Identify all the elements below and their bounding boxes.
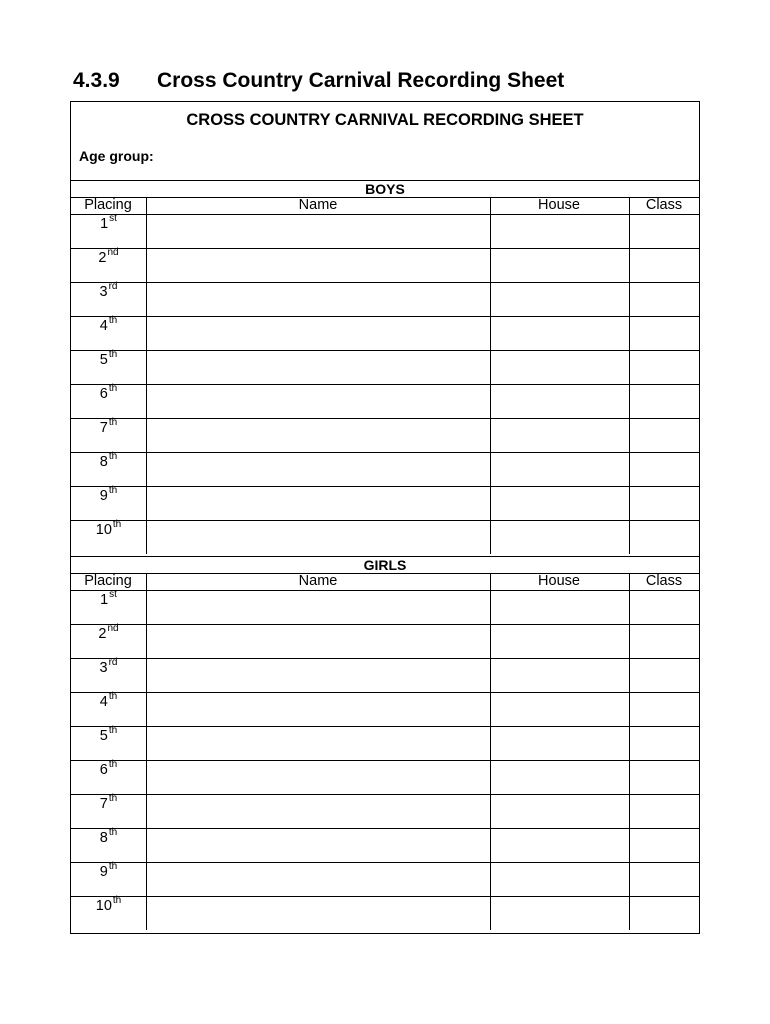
boys-row-divider bbox=[71, 486, 699, 487]
girls-placing-9 bbox=[71, 861, 146, 880]
placing-number: 5 bbox=[99, 352, 108, 368]
placing-suffix: th bbox=[108, 861, 118, 872]
placing-number: 6 bbox=[99, 386, 108, 402]
girls-placing-4 bbox=[71, 691, 146, 710]
girls-columns-divider bbox=[71, 590, 699, 591]
document-heading bbox=[73, 66, 564, 96]
girls-row-divider bbox=[71, 692, 699, 693]
placing-suffix: th bbox=[112, 895, 122, 906]
sheet-title: CROSS COUNTRY CARNIVAL RECORDING SHEET bbox=[186, 111, 584, 129]
placing-number: 7 bbox=[99, 796, 108, 812]
placing-suffix: th bbox=[108, 759, 118, 770]
placing-number: 6 bbox=[99, 762, 108, 778]
girls-row-divider bbox=[71, 862, 699, 863]
placing-suffix: th bbox=[108, 417, 118, 428]
boys-col-divider bbox=[146, 197, 147, 554]
boys-row-divider bbox=[71, 384, 699, 385]
girls-row-divider bbox=[71, 896, 699, 897]
placing-number: 9 bbox=[99, 864, 108, 880]
girls-row-divider bbox=[71, 658, 699, 659]
boys-row-divider bbox=[71, 316, 699, 317]
boys-placing-5 bbox=[71, 349, 146, 368]
placing-suffix: nd bbox=[107, 247, 119, 258]
girls-placing-10 bbox=[71, 895, 146, 914]
recording-sheet bbox=[70, 101, 700, 934]
placing-suffix: th bbox=[112, 519, 122, 530]
boys-placing-10 bbox=[71, 519, 146, 538]
placing-number: 7 bbox=[99, 420, 108, 436]
section-title: Cross Country Carnival Recording Sheet bbox=[157, 69, 565, 92]
girls-col-class-header: Class bbox=[645, 573, 683, 589]
placing-suffix: th bbox=[108, 827, 118, 838]
girls-row-divider bbox=[71, 794, 699, 795]
boys-placing-9 bbox=[71, 485, 146, 504]
placing-suffix: th bbox=[108, 451, 118, 462]
boys-row-divider bbox=[71, 248, 699, 249]
boys-placing-8 bbox=[71, 451, 146, 470]
placing-number: 2 bbox=[98, 626, 107, 642]
placing-suffix: rd bbox=[108, 657, 118, 668]
girls-col-name-header: Name bbox=[298, 573, 338, 589]
girls-col-divider bbox=[490, 573, 491, 930]
boys-row-divider bbox=[71, 350, 699, 351]
placing-number: 8 bbox=[99, 830, 108, 846]
placing-number: 4 bbox=[99, 318, 108, 334]
boys-row-divider bbox=[71, 282, 699, 283]
boys-placing-2 bbox=[71, 247, 146, 266]
placing-suffix: th bbox=[108, 793, 118, 804]
boys-placing-4 bbox=[71, 315, 146, 334]
placing-suffix: th bbox=[108, 485, 118, 496]
placing-suffix: th bbox=[108, 315, 118, 326]
placing-number: 1 bbox=[100, 216, 109, 232]
girls-row-divider bbox=[71, 760, 699, 761]
placing-suffix: th bbox=[108, 383, 118, 394]
girls-placing-6 bbox=[71, 759, 146, 778]
girls-row-divider bbox=[71, 726, 699, 727]
placing-suffix: st bbox=[109, 213, 117, 224]
girls-placing-1 bbox=[71, 589, 146, 608]
girls-placing-5 bbox=[71, 725, 146, 744]
boys-col-name-header: Name bbox=[298, 197, 338, 213]
girls-row-divider bbox=[71, 624, 699, 625]
placing-suffix: rd bbox=[108, 281, 118, 292]
boys-col-divider bbox=[629, 197, 630, 554]
boys-col-house-header: House bbox=[538, 197, 580, 213]
placing-number: 10 bbox=[95, 522, 112, 538]
girls-placing-3 bbox=[71, 657, 146, 676]
placing-number: 3 bbox=[99, 660, 108, 676]
placing-number: 4 bbox=[99, 694, 108, 710]
girls-col-divider bbox=[629, 573, 630, 930]
placing-suffix: st bbox=[109, 589, 117, 600]
placing-suffix: nd bbox=[107, 623, 119, 634]
boys-placing-7 bbox=[71, 417, 146, 436]
boys-col-class-header: Class bbox=[645, 197, 683, 213]
boys-placing-1 bbox=[71, 213, 146, 232]
placing-number: 8 bbox=[99, 454, 108, 470]
boys-placing-6 bbox=[71, 383, 146, 402]
girls-placing-8 bbox=[71, 827, 146, 846]
girls-col-placing-header: Placing bbox=[84, 573, 132, 589]
placing-number: 3 bbox=[99, 284, 108, 300]
placing-number: 2 bbox=[98, 250, 107, 266]
girls-placing-2 bbox=[71, 623, 146, 642]
girls-col-divider bbox=[146, 573, 147, 930]
girls-row-divider bbox=[71, 828, 699, 829]
section-number: 4.3.9 bbox=[73, 69, 120, 92]
placing-number: 10 bbox=[95, 898, 112, 914]
placing-number: 9 bbox=[99, 488, 108, 504]
boys-col-placing-header: Placing bbox=[84, 197, 132, 213]
placing-number: 5 bbox=[99, 728, 108, 744]
boys-row-divider bbox=[71, 418, 699, 419]
girls-section-label: GIRLS bbox=[363, 557, 407, 573]
placing-suffix: th bbox=[108, 691, 118, 702]
boys-col-divider bbox=[490, 197, 491, 554]
girls-col-house-header: House bbox=[538, 573, 580, 589]
boys-columns-divider bbox=[71, 214, 699, 215]
placing-suffix: th bbox=[108, 725, 118, 736]
age-group-label: Age group: bbox=[79, 148, 154, 164]
boys-section-label: BOYS bbox=[365, 181, 405, 197]
placing-number: 1 bbox=[100, 592, 109, 608]
boys-row-divider bbox=[71, 452, 699, 453]
girls-placing-7 bbox=[71, 793, 146, 812]
boys-placing-3 bbox=[71, 281, 146, 300]
boys-row-divider bbox=[71, 520, 699, 521]
placing-suffix: th bbox=[108, 349, 118, 360]
